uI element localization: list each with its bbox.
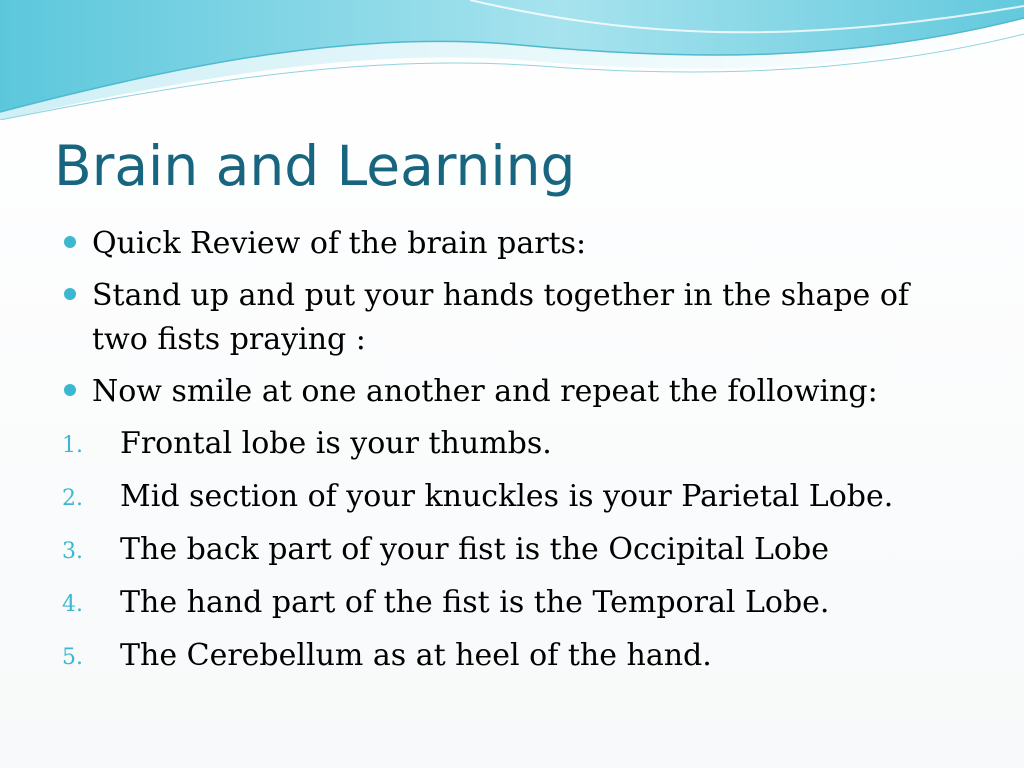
numbered-item <box>62 581 962 625</box>
item-number: 1. <box>62 433 83 458</box>
bullet-dot-icon <box>64 288 76 300</box>
bullet-text: Stand up and put your hands together in the shape of two fists praying : <box>92 278 910 357</box>
item-number: 2. <box>62 486 83 511</box>
numbered-item <box>62 475 962 519</box>
bullet-item <box>62 274 962 362</box>
item-text: The back part of your fist is the Occipital Lobe <box>120 532 829 567</box>
item-text: Mid section of your knuckles is your Parietal Lobe. <box>120 479 894 514</box>
bullet-dot-icon <box>64 384 76 396</box>
decorative-wave <box>0 0 1024 120</box>
bullet-dot-icon <box>64 236 76 248</box>
item-text: Frontal lobe is your thumbs. <box>120 426 552 461</box>
numbered-list <box>62 422 962 678</box>
bullet-text: Now smile at one another and repeat the following: <box>92 374 878 409</box>
bullet-item <box>62 222 962 266</box>
item-number: 3. <box>62 539 83 564</box>
bullet-item <box>62 370 962 414</box>
numbered-item <box>62 528 962 572</box>
numbered-item <box>62 422 962 466</box>
item-text: The Cerebellum as at heel of the hand. <box>120 638 712 673</box>
item-number: 4. <box>62 592 83 617</box>
bullet-list <box>62 222 962 414</box>
numbered-item <box>62 634 962 678</box>
item-text: The hand part of the fist is the Temporal Lobe. <box>120 585 830 620</box>
slide-body <box>62 222 962 687</box>
bullet-text: Quick Review of the brain parts: <box>92 226 587 261</box>
slide-title: Brain and Learning <box>54 134 576 198</box>
item-number: 5. <box>62 645 83 670</box>
